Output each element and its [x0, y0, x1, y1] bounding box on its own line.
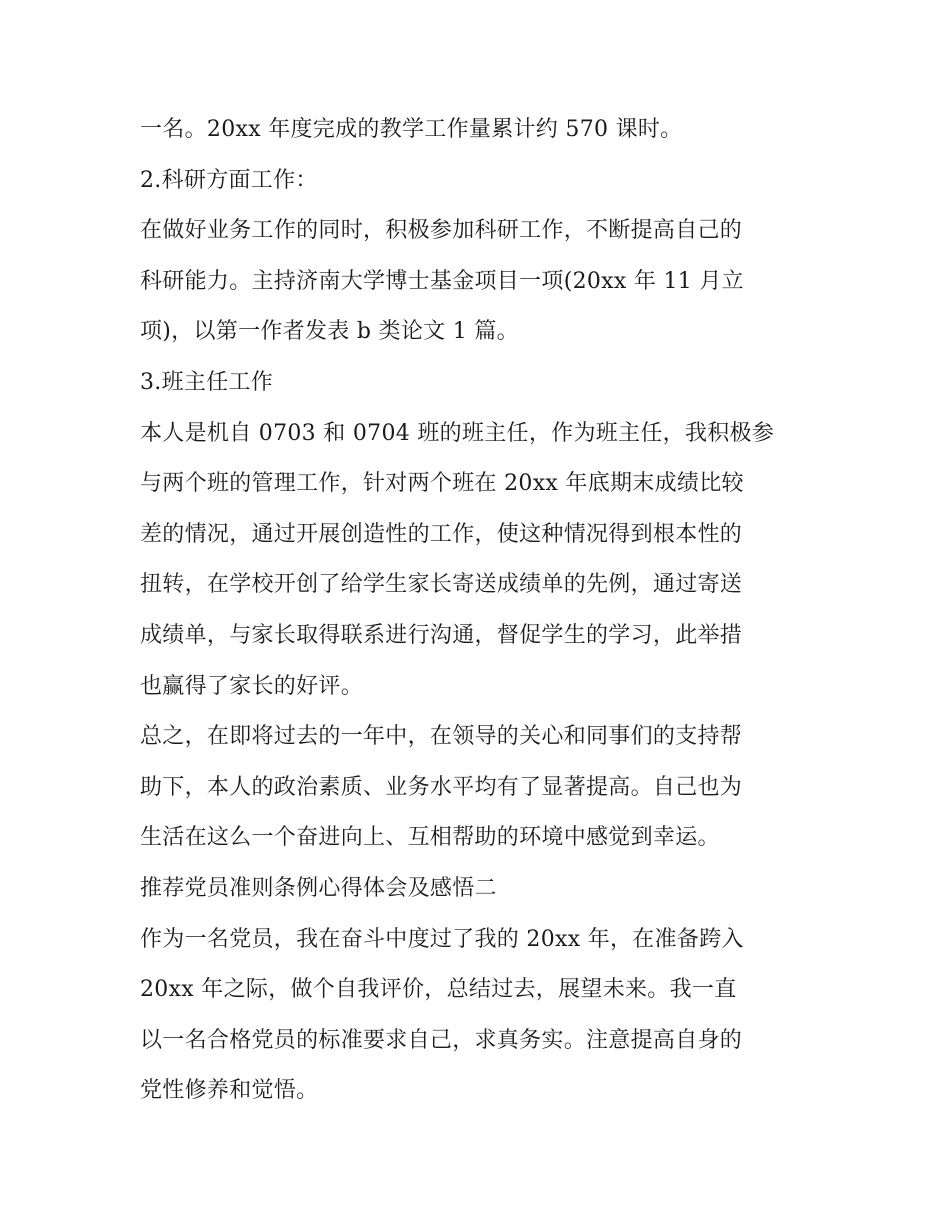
- section-heading-research: 2.科研方面工作：: [140, 167, 318, 193]
- text-line: 20xx 年之际，做个自我评价，总结过去，展望未来。我一直: [140, 977, 737, 1003]
- text-line: 在做好业务工作的同时，积极参加科研工作，不断提高自己的: [140, 218, 743, 244]
- text-line: 扭转，在学校开创了给学生家长寄送成绩单的先例，通过寄送: [140, 572, 743, 598]
- text-line: 本人是机自 0703 和 0704 班的班主任，作为班主任，我积极参: [140, 420, 775, 446]
- text-line: 成绩单，与家长取得联系进行沟通，督促学生的学习，此举措: [140, 622, 743, 648]
- text-line: 一名。20xx 年度完成的教学工作量累计约 570 课时。: [140, 117, 683, 142]
- text-line: 助下，本人的政治素质、业务水平均有了显著提高。自己也为: [140, 774, 743, 800]
- text-line: 总之，在即将过去的一年中，在领导的关心和同事们的支持帮: [140, 724, 743, 750]
- section-heading-class-teacher: 3.班主任工作: [140, 369, 274, 395]
- text-line: 项)，以第一作者发表 b 类论文 1 篇。: [140, 319, 519, 345]
- text-line: 党性修养和觉悟。: [140, 1078, 319, 1104]
- text-line: 差的情况，通过开展创造性的工作，使这种情况得到根本性的: [140, 521, 743, 547]
- text-line: 作为一名党员，我在奋斗中度过了我的 20xx 年，在准备跨入: [140, 926, 744, 952]
- text-line: 生活在这么一个奋进向上、互相帮助的环境中感觉到幸运。: [140, 825, 720, 851]
- article-title: 推荐党员准则条例心得体会及感悟二: [140, 875, 497, 901]
- text-line: 科研能力。主持济南大学博士基金项目一项(20xx 年 11 月立: [140, 268, 744, 294]
- text-line: 与两个班的管理工作，针对两个班在 20xx 年底期末成绩比较: [140, 471, 744, 497]
- text-line: 以一名合格党员的标准要求自己，求真务实。注意提高自身的: [140, 1027, 743, 1053]
- text-line: 也赢得了家长的好评。: [140, 673, 364, 699]
- document-body: [140, 105, 820, 1117]
